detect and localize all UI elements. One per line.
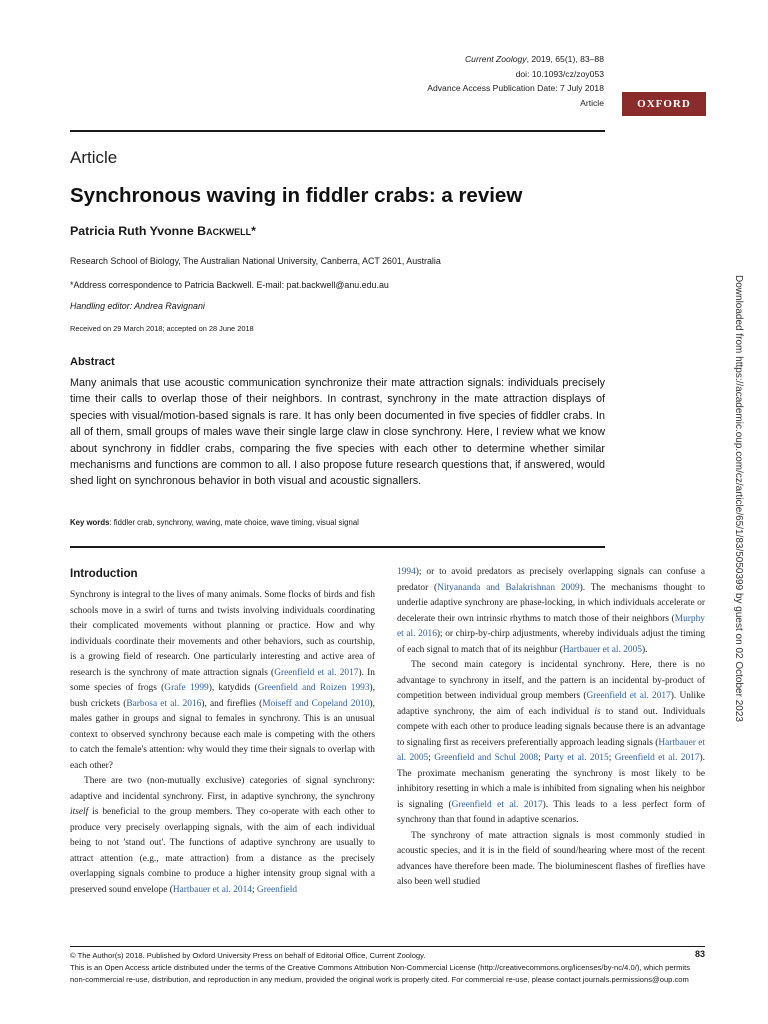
paragraph: [70, 588, 375, 774]
doi-link[interactable]: doi: 10.1093/cz/zoy053: [515, 68, 604, 79]
citation-link[interactable]: Greenfield et al. 2017: [274, 667, 359, 678]
text-run: is beneficial to the group members. They co-operate with each other to produce very precisely overlapping signals, with the aim of each individual being to not 'stand out'. The functions of adaptive synchrony are usually to attract attention (e.g., mate attraction) from a distance as the precisely overlapping signals combine to produce a higher intensity group signal with a preserved sound envelope (: [70, 807, 375, 895]
paragraph: [397, 658, 705, 829]
text-run: ;: [608, 753, 615, 763]
citation-link[interactable]: Party et al. 2015: [544, 753, 609, 763]
text-run: There are two (non-mutually exclusive) categories of signal synchrony: adaptive and incidental synchrony. First, in adaptive synchrony, the synchrony: [70, 776, 375, 802]
text-run: ), males gather in groups and signal to females in synchrony. This is an unusual context to observed synchrony because each male is competing with the others to catch the female's attention: why would they time their signals to overlap with each other?: [70, 698, 376, 771]
license-notice: This is an Open Access article distributed under the terms of the Creative Commons Attribution Non-Commercial License (http://creativecommons.org/licenses/by-nc/4.0/), which permits non-commercial re-use, distribution, and reproduction in any medium, provided the original work is properly cited. For commercial re-use, please contact journals.permissions@oup.com: [70, 963, 690, 984]
text-run: ). This leads to a less perfect form of synchrony than that found in adaptive scenarios.: [397, 799, 705, 825]
citation-link[interactable]: Moiseff and Copeland 2010: [262, 698, 370, 709]
journal-citation: Current Zoology, 2019, 65(1), 83–88: [464, 54, 604, 64]
text-run: ). The proximate mechanism generating the synchrony is most likely to be inhibitory resetting in which a male is inhibited from signaling when his neighbor is signaling (: [397, 753, 706, 810]
abstract-text: Many animals that use acoustic communication synchronize their mate attraction signals: individuals precisely time their calls to overlap those of their neighbors. In contrast, synchrony in the mate attraction displays of species with visual/motion-based signals is rare. It has only been documented in five species of fiddler crabs. In all of them, small groups of males wave their single large claw in close synchrony. Here, I review what we know about synchrony in fiddler crabs, comparing the five species with each other to determine whether similar mechanisms and functions are common to all. I also propose future research questions that, if answered, would shed light on synchronous behavior in both visual and acoustic signallers.: [70, 377, 605, 488]
text-run: The second main category is incidental synchrony. Here, there is no advantage to synchrony in itself, and the pattern is an incidental by-product of competition between individual group members (: [397, 660, 705, 701]
affiliation: Research School of Biology, The Australian National University, Canberra, ACT 2601, Australia: [70, 256, 441, 266]
body-column-left: [70, 588, 375, 898]
text-run: ); or to avoid predators as precisely overlapping signals can confuse a predator (: [397, 567, 705, 593]
abstract-heading: Abstract: [70, 356, 115, 368]
citation-link[interactable]: Grafe 1999: [164, 683, 209, 693]
author-name: Patricia Ruth Yvonne Backwell*: [70, 224, 256, 238]
citation-link[interactable]: 1994: [397, 567, 416, 577]
citation-link[interactable]: Barbosa et al. 2016: [126, 698, 202, 709]
paragraph: [397, 565, 705, 658]
text-run: ), katydids (: [208, 683, 258, 693]
received-dates: Received on 29 March 2018; accepted on 28 June 2018: [70, 324, 254, 333]
text-run: itself: [70, 807, 89, 817]
copyright-notice: © The Author(s) 2018. Published by Oxford University Press on behalf of Editorial Office, Current Zoology.: [70, 951, 426, 960]
text-run: Synchrony is integral to the lives of many animals. Some flocks of birds and fish schools move in a swirl of turns and twists involving individuals coordinating their complicated movements without planning or practice. How and why individuals coordinate their movements and other behaviors, such as courtship, is a growing field of research. One particularly interesting and active area of research is the synchrony of mate attraction signals (: [70, 590, 375, 678]
text-run: The synchrony of mate attraction signals is most commonly studied in acoustic species, and it is in the field of sound/hearing where most of the recent advances have therefore been made. The bioluminescent flashes of fireflies have also been well studied: [397, 830, 705, 887]
introduction-heading: Introduction: [70, 567, 138, 580]
text-run: ;: [538, 753, 545, 763]
paragraph: [397, 829, 705, 891]
footer: [70, 950, 705, 986]
text-run: ); or chirp-by-chirp adjustments, whereby individuals adjust the timing of each signal to match that of its neighbur (: [397, 629, 705, 655]
keywords: Key words: fiddler crab, synchrony, waving, mate choice, wave timing, visual signal: [70, 518, 359, 527]
citation-link[interactable]: Murphy et al. 2016: [397, 613, 705, 639]
page-title: Synchronous waving in fiddler crabs: a review: [70, 184, 523, 207]
citation-link[interactable]: Greenfield and Roizen 1993: [257, 683, 370, 693]
oxford-logo: OXFORD: [622, 92, 706, 116]
paragraph: [70, 774, 375, 898]
text-run: ). The mechanisms thought to underlie adaptive synchrony are phase-locking, in which individuals accelerate or decelerate their own intrinsic rhythms to match those of their neighbors (: [397, 582, 706, 624]
citation-link[interactable]: Greenfield et al. 2017: [451, 799, 543, 810]
footer-divider: [70, 946, 705, 947]
journal-header: [427, 52, 604, 110]
citation-link[interactable]: Greenfield et al. 2017: [586, 691, 671, 701]
citation-link[interactable]: Hartbauer et al. 2005: [562, 644, 642, 655]
text-run: ), bush crickets (: [70, 683, 376, 709]
section-label: Article: [70, 148, 118, 167]
article-type: Article: [580, 97, 604, 108]
text-run: ), and fireflies (: [201, 698, 263, 709]
text-run: to stand out. Individuals compete with each other to produce leading signals because there is an advantage to signaling first as receivers preferentially approach leading signals (: [397, 706, 705, 748]
citation-link[interactable]: Greenfield et al. 2017: [614, 753, 700, 763]
download-notice: Downloaded from https://academic.oup.com/cz/article/65/1/83/5050399 by guest on 02 October 2023: [733, 275, 744, 722]
advance-access-date: Advance Access Publication Date: 7 July 2018: [427, 83, 604, 94]
text-run: ;: [251, 884, 257, 895]
citation-link[interactable]: Hartbauer et al. 2014: [172, 884, 252, 895]
body-column-right: [397, 565, 705, 891]
text-run: ).: [641, 644, 648, 655]
citation-link[interactable]: Greenfield: [256, 884, 298, 895]
header-divider: [70, 130, 605, 132]
text-run: ). Unlike adaptive synchrony, the aim of each individual: [397, 691, 705, 717]
text-run: ;: [428, 753, 435, 763]
text-run: ). In some species of frogs (: [70, 667, 375, 693]
handling-editor: Handling editor: Andrea Ravignani: [70, 301, 205, 311]
download-watermark: [728, 275, 748, 985]
citation-link[interactable]: Nityananda and Balakrishnan 2009: [437, 582, 580, 593]
correspondence: *Address correspondence to Patricia Backwell. E-mail: pat.backwell@anu.edu.au: [70, 280, 389, 290]
page-number: 83: [694, 949, 705, 959]
citation-link[interactable]: Greenfield and Schul 2008: [434, 753, 539, 763]
abstract-divider: [70, 546, 605, 548]
citation-link[interactable]: Hartbauer et al. 2005: [397, 737, 705, 763]
text-run: is: [594, 706, 601, 717]
